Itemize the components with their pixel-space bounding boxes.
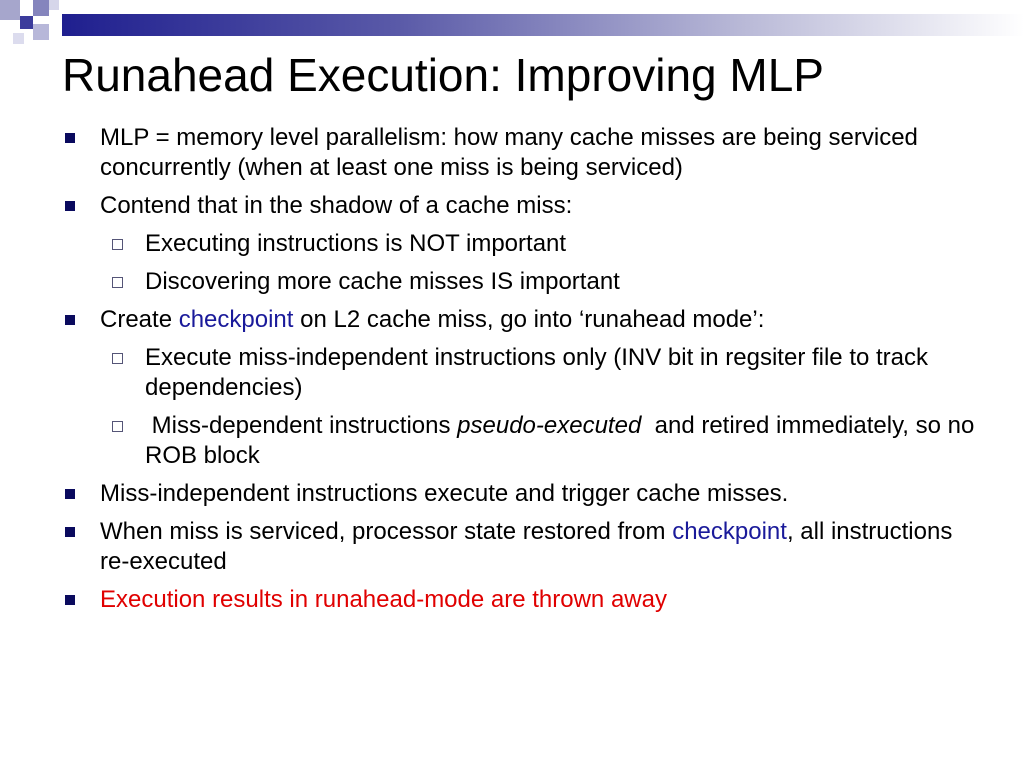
- bullet-text-pre: Create: [100, 306, 179, 333]
- square-bullet-icon: [65, 201, 75, 211]
- bullet-item: [62, 517, 982, 577]
- bullet-item: [62, 479, 982, 509]
- hollow-square-bullet-icon: [112, 353, 123, 364]
- bullet-text: Executing instructions is NOT important: [145, 230, 567, 257]
- hollow-square-bullet-icon: [112, 421, 123, 432]
- bullet-item: [62, 191, 982, 221]
- bullet-item: [62, 585, 982, 615]
- bullet-text: Miss-independent instructions execute and trigger cache misses.: [100, 480, 789, 507]
- sub-bullet-item: [62, 343, 982, 403]
- decor-square: [20, 0, 33, 13]
- bullet-item: [62, 305, 982, 335]
- sub-bullet-item: [62, 267, 982, 297]
- bullet-text-post: on L2 cache miss, go into ‘runahead mode’:: [293, 306, 765, 333]
- pseudo-executed-term: pseudo-executed: [457, 412, 642, 439]
- sub-bullet-item: [62, 411, 982, 471]
- square-bullet-icon: [65, 489, 75, 499]
- bullet-text-post: , all instructions re-executed: [100, 518, 953, 575]
- decor-square: [49, 0, 59, 10]
- hollow-square-bullet-icon: [112, 277, 123, 288]
- square-bullet-icon: [65, 527, 75, 537]
- title-gradient-bar: [62, 14, 1024, 36]
- square-bullet-icon: [65, 595, 75, 605]
- slide-title: Runahead Execution: Improving MLP: [62, 49, 824, 101]
- bullet-text-highlight: Execution results in runahead-mode are thrown away: [100, 586, 667, 613]
- bullet-text: Discovering more cache misses IS important: [145, 268, 620, 295]
- square-bullet-icon: [65, 315, 75, 325]
- decor-square: [20, 16, 33, 29]
- bullet-text: Contend that in the shadow of a cache miss:: [100, 192, 573, 219]
- bullet-text-pre: When miss is serviced, processor state restored from: [100, 518, 673, 545]
- decor-square: [33, 0, 49, 16]
- sub-bullet-item: [62, 229, 982, 259]
- bullet-text: Execute miss-independent instructions only (INV bit in regsiter file to track dependencies): [145, 344, 929, 401]
- hollow-square-bullet-icon: [112, 239, 123, 250]
- square-bullet-icon: [65, 133, 75, 143]
- bullet-list: [62, 123, 982, 623]
- checkpoint-term: checkpoint: [672, 518, 787, 545]
- decor-square: [0, 0, 20, 20]
- bullet-text: MLP = memory level parallelism: how many cache misses are being serviced concurrently (when at least one miss is being serviced): [100, 124, 918, 181]
- bullet-text-post: and retired immediately, so no ROB block: [145, 412, 982, 469]
- decor-square: [33, 24, 49, 40]
- decor-square: [49, 16, 59, 26]
- decor-square: [13, 33, 24, 44]
- checkpoint-term: checkpoint: [178, 306, 294, 333]
- bullet-item: [62, 123, 982, 183]
- bullet-text-pre: Miss-dependent instructions: [145, 412, 458, 439]
